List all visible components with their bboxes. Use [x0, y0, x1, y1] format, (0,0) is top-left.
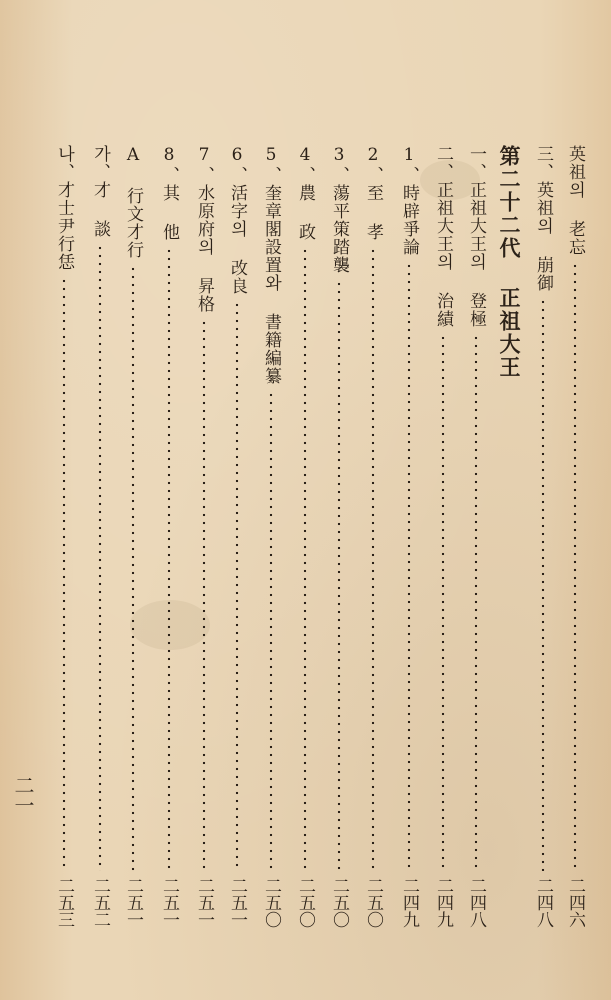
- toc-entry-title: 가、才 談: [90, 145, 110, 238]
- leader-dots: [303, 247, 307, 871]
- leader-dots: [573, 262, 577, 871]
- toc-entry: [560, 145, 590, 945]
- toc-entry-page: 二四九: [399, 877, 419, 928]
- toc-entry-title: 5、奎章閣設置와 書籍編纂: [261, 145, 281, 385]
- toc-entry-page: 二四六: [565, 877, 585, 928]
- leader-dots: [131, 265, 135, 871]
- toc-entry-title: 1、時辟爭論: [399, 145, 419, 256]
- leader-dots: [474, 334, 478, 871]
- toc-entry-title: 二、正祖大王의 治績: [433, 145, 453, 328]
- leader-dots: [62, 277, 66, 871]
- toc-entry-page: 二五〇: [329, 877, 349, 928]
- toc-entry: [358, 145, 388, 945]
- leader-dots: [202, 319, 206, 871]
- toc-entry-title: 一、正祖大王의 登極: [466, 145, 486, 328]
- toc-entry-title: 나、才士尹行恁: [54, 145, 74, 271]
- toc-entry-title: 3、蕩平策踏襲: [329, 145, 349, 274]
- toc-entry: [49, 145, 79, 945]
- toc-entry: [154, 145, 184, 945]
- toc-entry: [461, 145, 491, 945]
- page-number: 二一: [11, 775, 35, 815]
- toc-entry: [528, 145, 558, 945]
- toc-entry-page: 二五〇: [261, 877, 281, 928]
- toc-entry-title: 6、活字의 改良: [227, 145, 247, 295]
- toc-entry-title: 2、至 孝: [363, 145, 383, 241]
- toc-entry-page: 二五一: [194, 877, 214, 928]
- toc-entry: [85, 145, 115, 945]
- toc-entry-title: A 行文才行: [123, 145, 143, 259]
- toc-entry: [394, 145, 424, 945]
- leader-dots: [167, 247, 171, 871]
- toc-entry-page: 二五三: [54, 877, 74, 928]
- toc-entry-title: 英祖의 老忘: [565, 145, 585, 256]
- leader-dots: [269, 391, 273, 871]
- leader-dots: [371, 247, 375, 871]
- leader-dots: [407, 262, 411, 871]
- toc-entry-page: 二四九: [433, 877, 453, 928]
- toc-entry: [324, 145, 354, 945]
- toc-entry-title: 三、英祖의 崩御: [533, 145, 553, 292]
- leader-dots: [441, 334, 445, 871]
- toc-entry-page: 二五〇: [363, 877, 383, 928]
- toc-entry-title: 7、水原府의 昇格: [194, 145, 214, 313]
- toc-entry: [222, 145, 252, 945]
- toc-entry: [189, 145, 219, 945]
- leader-dots: [337, 280, 341, 871]
- leader-dots: [98, 244, 102, 871]
- toc-entry-page: 二四八: [466, 877, 486, 928]
- toc-entry-page: 二四八: [533, 877, 553, 928]
- toc-entry-page: 二五〇: [295, 877, 315, 928]
- toc-entry-page: 二五一: [123, 877, 143, 928]
- toc-entry-page: 二五一: [227, 877, 247, 928]
- toc-entry: [290, 145, 320, 945]
- toc-entry-title: 4、農 政: [295, 145, 315, 241]
- toc-entry-page: 二五二: [90, 877, 110, 928]
- leader-dots: [235, 301, 239, 871]
- toc-entry-title: 8、其 他: [159, 145, 179, 241]
- toc-entry-title: 第二十二代 正祖大王: [497, 145, 522, 379]
- toc-entry-page: 二五一: [159, 877, 179, 928]
- leader-dots: [541, 298, 545, 871]
- toc-entry: [256, 145, 286, 945]
- toc-entry: [118, 145, 148, 945]
- toc-entry: [428, 145, 458, 945]
- toc-entry: [494, 145, 524, 945]
